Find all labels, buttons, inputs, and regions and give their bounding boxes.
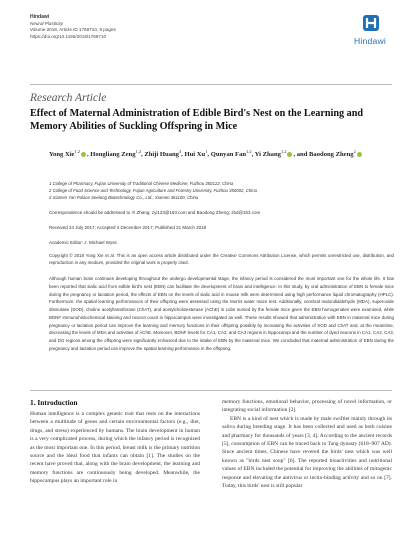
right-paragraph-2: EBN is a kind of nest which is made by male swiftlet mainly through its saliva during breeding stage. It has been collected and used as both cuisine and pharmacy for thousands of years [3, 4]. According to the ancient records [5], consumption of EBN can be traced back to Tang dynasty (618–907 AD). Since ancient times, Chinese have revered the birds' nest which was well known as "birds nest soup" [6]. The reported bioactivities and nutritional values of EBN included the potential for improving the abilities of mitogenic response and elevating the antivirus or lectin-binding activity and so on [7]. Today, this birds' nest is still popular: [222, 415, 392, 490]
hindawi-logo-icon: [362, 14, 380, 32]
citation-line: Volume 2018, Article ID 1769710, 8 pages: [30, 27, 116, 33]
copyright-notice: Copyright © 2018 Yong Xie et al. This is an open access article distributed under the Creative Commons Attribution License, which permits unrestricted use, distribution, and reproduction in any medium, provided the original work is properly cited.: [49, 253, 394, 265]
left-paragraph-1: Human intelligence is a complex genetic trait that rests on the interactions between a multitude of genes and certain environmental factors (e.g., diet, drugs, and stress) experienced by humans. The brain development in human is a very complicated process, during which the infancy period is recognized as the most important one. In this period, breast milk is the primary nutrition source and the ideal food that infants can obtain [1]. The studies on the recent have proved that, along with the brain development, the learning and memory functions are continuously being developed. Meanwhile, the hippocampus plays an important role in: [30, 411, 200, 485]
author-name: Yong Xie: [49, 151, 75, 159]
body-column-right: [222, 398, 392, 490]
hindawi-logo-text: Hindawi: [354, 36, 386, 46]
doi-link[interactable]: https://doi.org/10.1155/2018/1769710: [30, 33, 107, 39]
dates-line: Received 24 July 2017; Accepted 4 December 2017; Published 21 March 2018: [49, 225, 207, 230]
orcid-icon[interactable]: [81, 152, 86, 157]
affiliation-1: 1 College of Pharmacy, Fujian University of Traditional Chinese Medicine, Fuzhou 350122, China: [49, 181, 234, 186]
author-name: Baodong Zheng: [309, 151, 354, 159]
orcid-icon[interactable]: [357, 152, 362, 157]
author-affiliation-marker: 1,2: [280, 149, 287, 154]
header-divider: [30, 84, 392, 85]
journal-header: [30, 14, 210, 40]
author-affiliation-marker: 1,2: [135, 149, 142, 154]
author-list: Yong Xie$^{1,2}$ , Hongliang Zeng$^{1,2}$, Zhiji Huang$^3$, Hui Xu$^1$, Qunyan Fan$^{1,2}$, Yi Zhang$^{1,2}$ , and Baodong Zheng$^2$: [49, 147, 389, 160]
article-type-label: Research Article: [30, 92, 107, 104]
affiliation-2: 2 College of Food Science and Technology, Fujian Agriculture and Forestry University, Fuzhou 350002, China: [49, 187, 258, 193]
orcid-icon[interactable]: [287, 152, 292, 157]
author-affiliation-marker: 1,2: [246, 149, 252, 154]
author-affiliation-marker: 3: [178, 149, 182, 154]
abstract-text: Although human brain continues developing throughout the undergo developmental stage, the infancy period is considered the most important one for the whole life. It has been reported that sialic acid from edible bird's nest (EBN) can facilitate the development of brain and intelligence. In this study, by oral administration of EBN to female mice during the pregnancy or lactation period, the effects of EBN on the levels of sialic acid in mouse milk were determined using high performance liquid chromatography (HPLC). Furthermore, the spatial learning performances of their offspring were assessed using the Morris water maze test. Additionally, cerebral malondialdehyde (MDA), superoxide dismutase (SOD), choline acetyltransferase (ChAT), and acetylcholinesterase (AChE) in cubs nursed by the female mice given the EBN homogenates were examined, while BDNF immunohistochemical staining and neuron count in hippocampus were investigated as well. These results showed that administration with EBN in maternal mice during pregnancy or lactation period can improve the learning and memory functions in their offspring possibly by increasing the activities of SOD and ChAT and, at the meantime, decreasing the levels of MDA and activities of AChE. Moreover, BDNF levels for CA1, CA2, and CA3 regions in hippocampi and the number of dyed neurons in CA1, CA2, CA3, and DG regions among the offspring were significantly enhanced due to the intake of EBN by the maternal mice. We concluded that maternal administration of EBN during the pregnancy and lactation period can improve the spatial learning performance in the offspring.: [49, 276, 394, 351]
academic-editor-line: Academic Editor: J. Michael Wyss: [49, 240, 117, 245]
author-name: Hui Xu: [184, 151, 206, 159]
publisher-name-small: Hindawi: [30, 14, 50, 20]
affiliation-list: [49, 181, 389, 201]
right-paragraph-1: memory functions, emotional behavior, processing of novel information, or integrating social information [2].: [222, 399, 392, 414]
body-column-left: [30, 410, 200, 486]
author-affiliation-marker: 1,2: [74, 149, 80, 154]
article-title: Effect of Maternal Administration of Edible Bird's Nest on the Learning and Memory Abilities of Suckling Offspring in Mice: [30, 108, 364, 133]
correspondence-line: Correspondence should be addressed to Yi Zhang; zyi123@163.com and Baodong Zheng; zbd@163.com: [49, 210, 261, 215]
author-name: Yi Zhang: [254, 151, 281, 159]
author-affiliation-marker: 2: [353, 149, 356, 154]
journal-name: Neural Plasticity: [30, 20, 63, 26]
section-heading-introduction: 1. Introduction: [30, 398, 78, 407]
abstract-divider: [30, 390, 392, 391]
author-affiliation-marker: 1: [205, 149, 208, 154]
author-name: Hongliang Zeng: [90, 151, 136, 159]
author-name: Qunyan Fan: [210, 151, 247, 159]
author-name: Zhiji Huang: [144, 151, 179, 159]
affiliation-3: 3 Xiamen Yan Palace Seelong Biotechnology Co., Ltd., Xiamen 361100, China: [49, 194, 199, 200]
hindawi-logo: [348, 14, 392, 48]
